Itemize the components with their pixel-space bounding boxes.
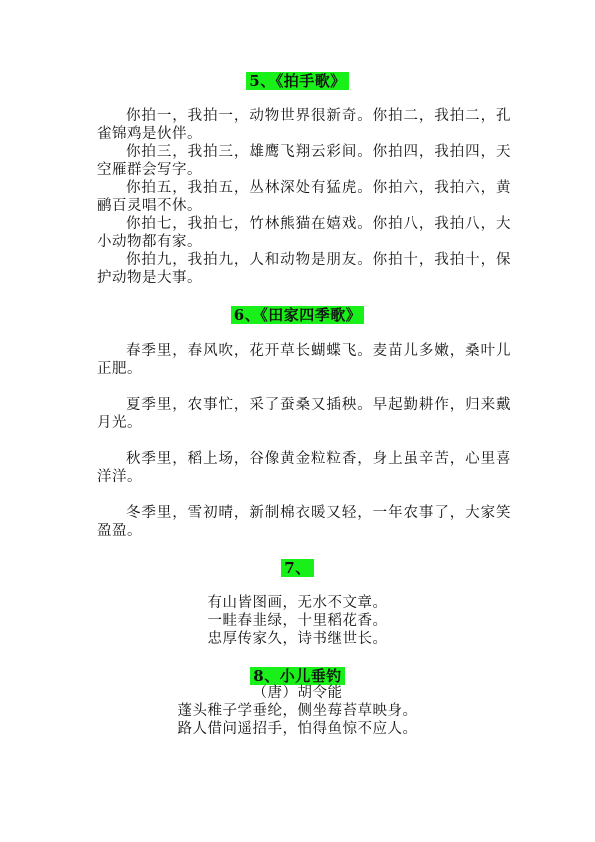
section-8-line-2: 路人借问遥招手，怕得鱼惊不应人。 [177,721,418,737]
section-6-paragraph-winter: 冬季里，雪初晴，新制棉衣暖又轻，一年农事了，大家笑盈盈。 [97,505,511,539]
section-6-heading [0,305,595,325]
section-7-title: 7、 [281,559,313,577]
section-6-paragraph-autumn: 秋季里，稻上场，谷像黄金粒粒香，身上虽辛苦，心里喜洋洋。 [97,451,511,485]
section-5-heading [0,71,595,91]
section-8-author: （唐）胡令能 [252,685,343,701]
section-5-title: 5、《拍手歌》 [246,72,348,90]
section-6-paragraph-summer: 夏季里，农事忙，采了蚕桑又插秧。早起勤耕作，归来戴月光。 [97,397,511,431]
section-6-paragraph-spring: 春季里，春风吹，花开草长蝴蝶飞。麦苗儿多嫩，桑叶儿正肥。 [97,343,511,377]
section-5-paragraph-4: 你拍七，我拍七，竹林熊猫在嬉戏。你拍八，我拍八，大小动物都有家。 [97,216,511,251]
section-8-poem [0,684,595,738]
section-7-heading [0,558,595,578]
section-8-heading [0,666,595,686]
section-6-title: 6、《田家四季歌》 [231,306,364,324]
section-5-paragraph-5: 你拍九，我拍九，人和动物是朋友。你拍十，我拍十，保护动物是大事。 [97,252,511,287]
section-8-title: 8、小儿垂钓 [250,667,344,685]
section-7-line-1: 有山皆图画，无水不文章。 [207,595,388,611]
section-5-paragraph-3: 你拍五，我拍五，丛林深处有猛虎。你拍六，我拍六，黄鹂百灵唱不休。 [97,180,511,215]
section-5-paragraph-1: 你拍一，我拍一，动物世界很新奇。你拍二，我拍二，孔雀锦鸡是伙伴。 [97,108,511,143]
section-7-line-2: 一畦春韭绿，十里稻花香。 [207,613,388,629]
section-7-line-3: 忠厚传家久，诗书继世长。 [207,631,388,647]
section-5-paragraph-2: 你拍三，我拍三，雄鹰飞翔云彩间。你拍四，我拍四，天空雁群会写字。 [97,144,511,179]
section-8-line-1: 蓬头稚子学垂纶，侧坐莓苔草映身。 [177,703,418,719]
section-7-couplets [0,594,595,648]
